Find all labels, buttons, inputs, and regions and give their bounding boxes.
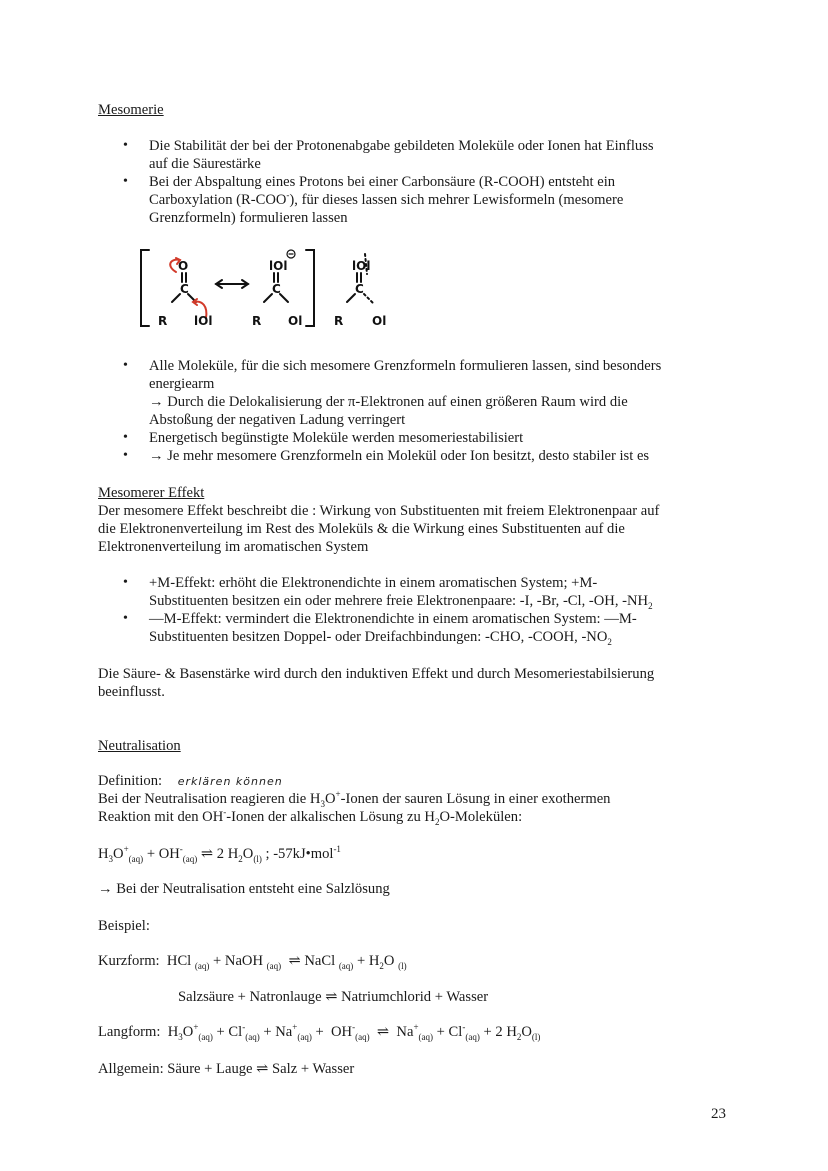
atom-label: R bbox=[158, 314, 168, 328]
definition-label: Definition: erklären können bbox=[98, 773, 283, 789]
atom-label: O bbox=[178, 259, 189, 273]
atom-label: C bbox=[272, 282, 281, 296]
saeure-basen-paragraph: Die Säure- & Basenstärke wird durch den induktiven Effekt und durch Mesomeriestabilsierung beeinflusst. bbox=[98, 666, 655, 700]
page-number: 23 bbox=[711, 1106, 726, 1122]
allgemein-line: Allgemein: Säure + Lauge ⇌ Salz + Wasser bbox=[98, 1061, 355, 1077]
langform-equation: Langform: $H_3O^+_{(aq)} + Cl^-_{(aq)} + Na^+_{(aq)} + OH^-_{(aq)}$ ⇌ $Na^+_{(aq)} + Cl^-_{(aq)} + 2$ $H_2O_{(l)}$ bbox=[98, 1022, 541, 1042]
list-item: • → Je mehr mesomere Grenzformeln ein Molekül oder Ion besitzt, desto stabiler ist es bbox=[98, 447, 758, 465]
list-item: • Die Stabilität der bei der Protonenabgabe gebildeten Moleküle oder Ionen hat Einfluss auf die Säurestärke bbox=[98, 137, 758, 173]
result-line: → Bei der Neutralisation entsteht eine Salzlösung bbox=[98, 881, 390, 897]
effekt-bullets bbox=[98, 574, 758, 646]
carboxylate-resonance-diagram bbox=[136, 244, 396, 334]
atom-label: R bbox=[334, 314, 344, 328]
atom-label: C bbox=[180, 282, 189, 296]
bracket-left bbox=[141, 250, 149, 326]
list-item: • +M-Effekt: erhöht die Elektronendichte in einem aromatischen System; +M- Substituenten besitzen ein oder mehrere freie Elektronenpaare: -I, -Br, -Cl, -OH, $-NH_2$ bbox=[98, 574, 758, 610]
heading-neutralisation: Neutralisation bbox=[98, 738, 181, 754]
atom-label: lOl bbox=[352, 259, 371, 273]
heading-mesomerer-effekt: Mesomerer Effekt bbox=[98, 485, 205, 501]
definition-text: Bei der Neutralisation reagieren die $H_3O^+$-Ionen der sauren Lösung in einer exothermen Reaktion mit den OH--Ionen der alkalischen Lösung zu $H_2O$-Molekülen: bbox=[98, 789, 611, 827]
list-item: • —M-Effekt: vermindert die Elektronendichte in einem aromatischen System: —M- Substituenten besitzen Doppel- oder Dreifachbindungen: -CHO, -COOH, $-NO_2$ bbox=[98, 610, 758, 646]
atom-label: C bbox=[355, 282, 364, 296]
mesomerie-bullets-1 bbox=[98, 137, 758, 227]
atom-label: lOl bbox=[269, 259, 288, 273]
list-item: • Alle Moleküle, für die sich mesomere Grenzformeln formulieren lassen, sind besonders energiearm → Durch die Delokalisierung der π-Elektronen auf einen größeren Raum wird die Abstoßung der negativen Ladung verringert bbox=[98, 357, 758, 429]
bracket-right bbox=[306, 250, 314, 326]
beispiel-label: Beispiel: bbox=[98, 918, 150, 934]
atom-label: lOl bbox=[194, 314, 213, 328]
kurzform-equation: Kurzform: HCl $_{(aq)}$ + NaOH $_{(aq)}$ ⇌ NaCl $_{(aq)} + H_2O$ $_{(l)}$ bbox=[98, 953, 407, 971]
handwritten-note: erklären können bbox=[177, 775, 283, 788]
mesomerie-bullets-2 bbox=[98, 357, 758, 465]
atom-label: R bbox=[252, 314, 262, 328]
heading-mesomerie: Mesomerie bbox=[98, 102, 164, 118]
list-item: • Bei der Abspaltung eines Protons bei einer Carbonsäure (R-COOH) entsteht ein Carboxylation (R-COO-), für dieses lassen sich mehrer Lewisformeln (mesomere Grenzformeln) formulieren lassen bbox=[98, 173, 758, 227]
atom-label: Ol bbox=[372, 314, 387, 328]
equation-neutralisation: $H_3O^+_{(aq)} + OH^-_{(aq)}$ ⇌ 2 $H_2O_{(l)}$ ; -57kJ•mol$^{-1}$ bbox=[98, 844, 341, 864]
effekt-paragraph: Der mesomere Effekt beschreibt die : Wirkung von Substituenten mit freiem Elektronenpaar auf die Elektronenverteilung im Rest des Moleküls & die Wirkung eines Substituenten auf die Elektronenverteilung im aromatischen System bbox=[98, 503, 660, 555]
list-item: • Energetisch begünstigte Moleküle werden mesomeriestabilisiert bbox=[98, 429, 758, 447]
atom-label: Ol bbox=[288, 314, 303, 328]
word-equation: Salzsäure + Natronlauge ⇌ Natriumchlorid + Wasser bbox=[178, 989, 489, 1005]
